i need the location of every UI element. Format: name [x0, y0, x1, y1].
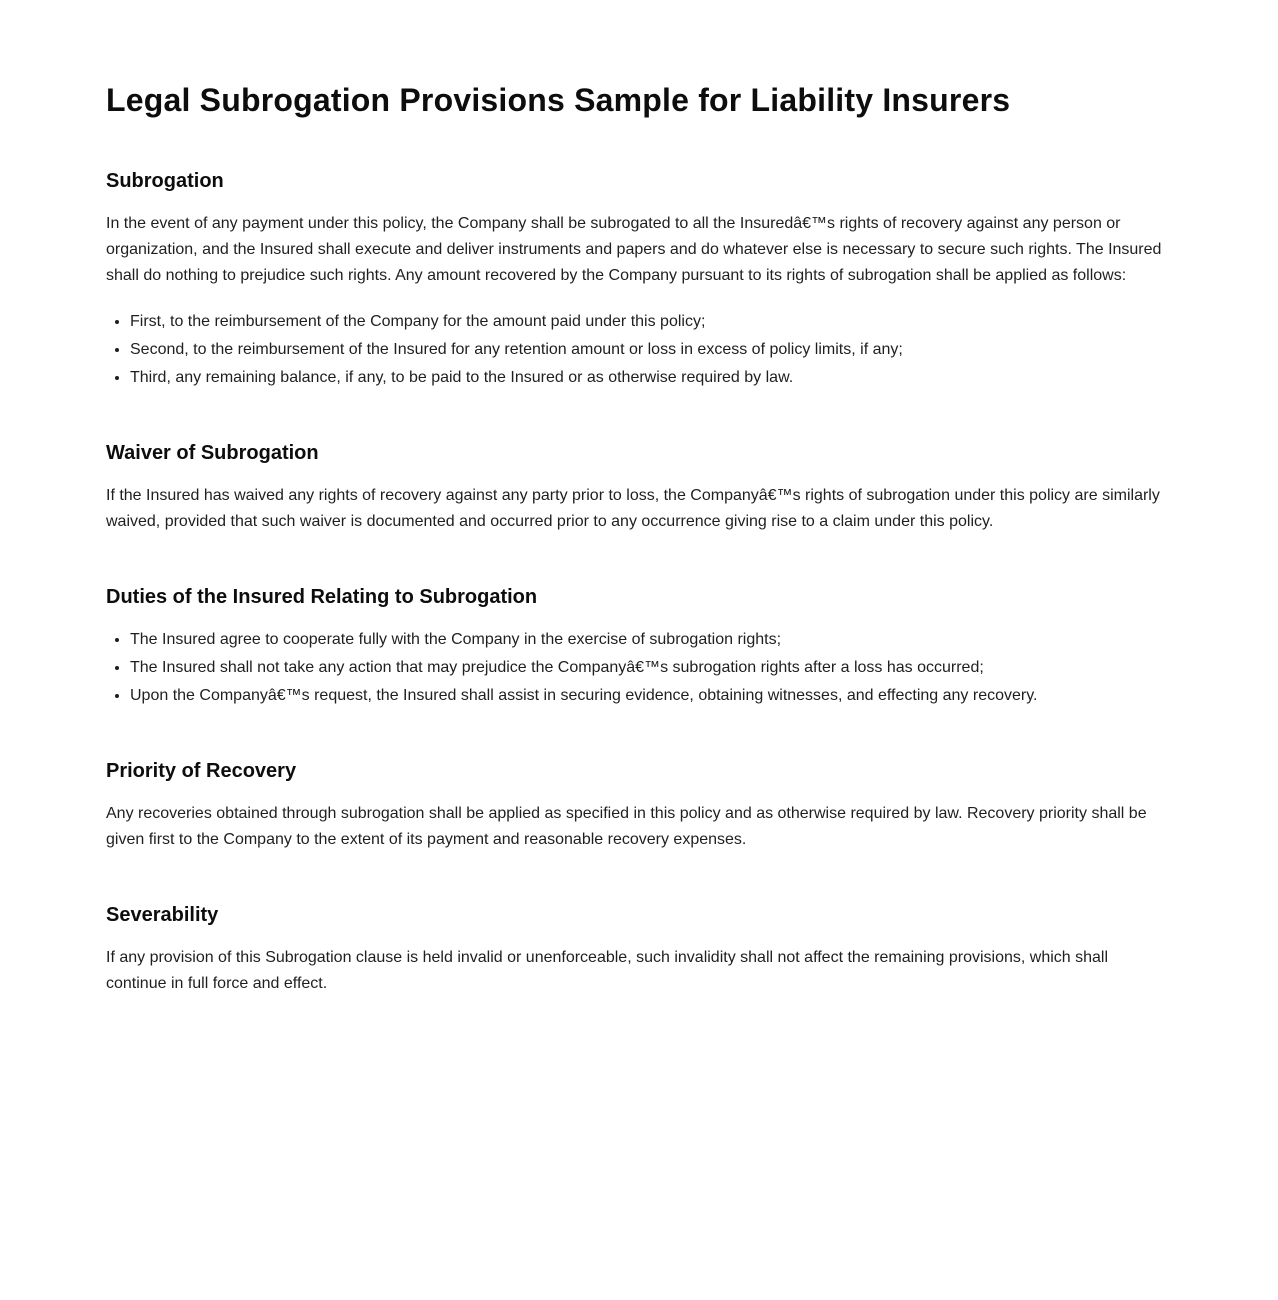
bullet-item: • Third, any remaining balance, if any, to be paid to the Insured or as otherwise required by law. [130, 365, 1156, 391]
section-heading-severability: Severability [106, 903, 219, 926]
section-heading-subrogation: Subrogation [106, 169, 224, 192]
paragraph: If any provision of this Subrogation clause is held invalid or unenforceable, such invalidity shall not affect the remaining provisions, which shall continue in full force and effect. [106, 948, 1109, 992]
paragraph: If the Insured has waived any rights of recovery against any party prior to loss, the Companyâ€™s rights of subrogation under this policy are similarly waived, provided that such waiver is documented and occurred prior to any occurrence giving rise to a claim under this policy. [106, 486, 1160, 530]
bullet-item: • Second, to the reimbursement of the Insured for any retention amount or loss in excess of policy limits, if any; [130, 337, 1156, 363]
bullet-list [106, 309, 1156, 391]
bullet-item: • The Insured shall not take any action that may prejudice the Companyâ€™s subrogation rights after a loss has occurred; [130, 655, 1156, 681]
section-severability [106, 903, 1172, 997]
bullet-list [106, 627, 1156, 709]
section-subrogation [106, 169, 1172, 391]
paragraph: In the event of any payment under this policy, the Company shall be subrogated to all the Insuredâ€™s rights of recovery against any person or organization, and the Insured shall execute and deliver instruments and papers and do whatever else is necessary to secure such rights. The Insured shall do nothing to prejudice such rights. Any amount recovered by the Company pursuant to its rights of subrogation shall be applied as follows: [106, 214, 1162, 284]
section-priority-of-recovery [106, 759, 1172, 853]
page-title: Legal Subrogation Provisions Sample for Liability Insurers [106, 82, 1011, 118]
section-waiver-of-subrogation [106, 441, 1172, 535]
section-heading-waiver-of-subrogation: Waiver of Subrogation [106, 441, 319, 464]
bullet-item: • The Insured agree to cooperate fully with the Company in the exercise of subrogation rights; [130, 627, 1156, 653]
section-heading-priority-of-recovery: Priority of Recovery [106, 759, 297, 782]
bullet-item: • First, to the reimbursement of the Company for the amount paid under this policy; [130, 309, 1156, 335]
bullet-item: • Upon the Companyâ€™s request, the Insured shall assist in securing evidence, obtaining witnesses, and effecting any recovery. [130, 683, 1156, 709]
paragraph: Any recoveries obtained through subrogation shall be applied as specified in this policy and as otherwise required by law. Recovery priority shall be given first to the Company to the extent of its payment and reasonable recovery expenses. [106, 804, 1147, 848]
section-heading-duties-of-insured: Duties of the Insured Relating to Subrogation [106, 585, 538, 608]
section-duties-of-insured [106, 585, 1172, 709]
